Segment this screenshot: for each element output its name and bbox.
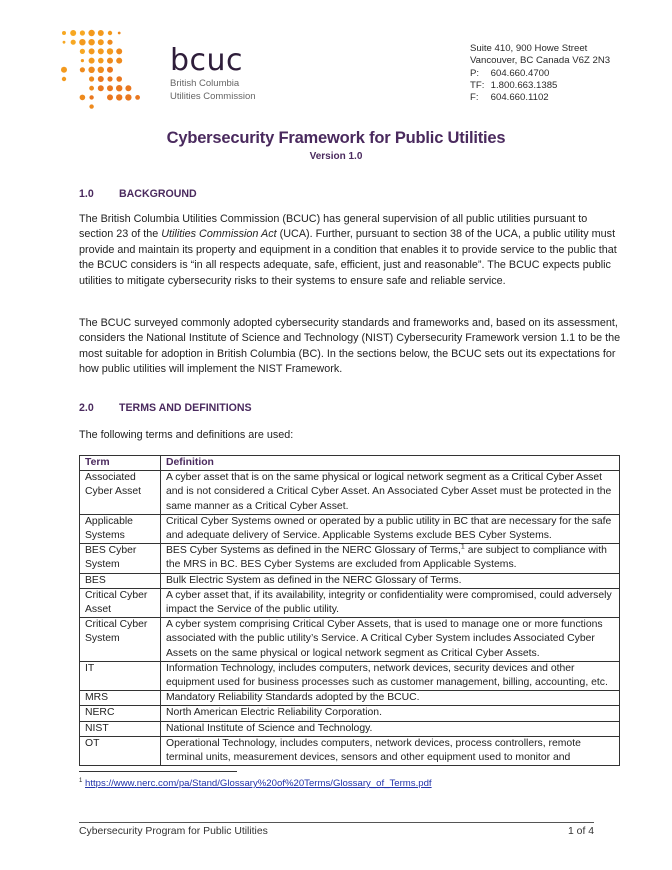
logo-dot xyxy=(107,58,113,64)
definition-cell: A cyber system comprising Critical Cyber Assets, that is used to manage one or more functions associated with the public utility’s Service. A Critical Cyber System includes Associated Cyber Assets on the same physical or logical network segment as Critical Cyber Assets. xyxy=(161,618,620,662)
logo-dot xyxy=(79,39,85,45)
tollfree-line xyxy=(470,80,610,92)
logo-dot xyxy=(88,39,94,45)
table-row xyxy=(80,514,620,543)
table-row xyxy=(80,736,620,765)
brand-name: bcuc xyxy=(170,43,244,78)
logo-dot xyxy=(107,85,113,91)
table-row xyxy=(80,706,620,721)
logo-dot xyxy=(61,67,67,73)
definition-cell: A cyber asset that is on the same physical or logical network segment as a Critical Cyber Asset and is not considered a Critical Cyber Asset. An Associated Cyber Asset must be protected in the same manner as a Critical Cyber Asset. xyxy=(161,471,620,515)
fax-label: F: xyxy=(470,92,479,104)
definition-cell xyxy=(161,544,620,573)
term-cell: Critical Cyber Asset xyxy=(80,588,161,617)
logo-dot xyxy=(89,104,93,108)
footnote-divider xyxy=(79,771,237,772)
section-number: 1.0 xyxy=(79,188,94,200)
logo-dot xyxy=(62,31,66,35)
address-line-2: Vancouver, BC Canada V6Z 2N3 xyxy=(470,55,611,67)
column-header-definition: Definition xyxy=(161,456,620,471)
terms-table xyxy=(79,455,620,766)
footnote xyxy=(79,778,432,789)
logo-dot xyxy=(81,59,84,62)
logo-dot xyxy=(80,95,86,101)
logo-dot xyxy=(107,48,113,54)
logo-dot xyxy=(107,76,112,81)
logo-dot xyxy=(80,49,85,54)
logo-dot xyxy=(98,76,104,82)
term-cell: BES Cyber System xyxy=(80,544,161,573)
term-cell: Critical Cyber System xyxy=(80,618,161,662)
brand-line-1: British Columbia xyxy=(170,78,240,89)
footer-document-name: Cybersecurity Program for Public Utilities xyxy=(79,826,268,837)
logo-dot xyxy=(88,67,94,73)
logo-dot xyxy=(88,30,94,36)
term-cell: NERC xyxy=(80,706,161,721)
logo-dot xyxy=(70,30,76,36)
term-cell: Applicable Systems xyxy=(80,514,161,543)
brand-block xyxy=(170,43,256,102)
logo-dot xyxy=(116,58,122,64)
footnote-number: 1 xyxy=(79,778,83,784)
section-heading-terms xyxy=(79,402,252,414)
contact-block xyxy=(470,43,610,104)
definition-cell: A cyber asset that, if its availability, integrity or confidentiality were compromised, could adversely impact the Service of the public utility. xyxy=(161,588,620,617)
column-header-term: Term xyxy=(80,456,161,471)
definition-cell: Operational Technology, includes computers, network devices, process controllers, remote terminal units, measurement devices, sensors and other equipment used to monitor and xyxy=(161,736,620,765)
table-row xyxy=(80,661,620,690)
term-cell: BES xyxy=(80,573,161,588)
background-paragraph-1 xyxy=(79,212,624,289)
tollfree-number: 1.800.663.1385 xyxy=(490,79,558,91)
page-number: 1 of 4 xyxy=(568,826,594,837)
term-cell: IT xyxy=(80,661,161,690)
footnote-link[interactable]: https://www.nerc.com/pa/Stand/Glossary%20of%20Terms/Glossary_of_Terms.pdf xyxy=(85,778,432,790)
logo-dot xyxy=(107,40,112,45)
logo-dot xyxy=(125,85,131,91)
logo-dot xyxy=(116,48,122,54)
logo-dot xyxy=(89,95,93,99)
logo-dot xyxy=(80,67,85,72)
table-row xyxy=(80,471,620,515)
logo-dot xyxy=(125,94,131,100)
definition-cell: Mandatory Reliability Standards adopted by the BCUC. xyxy=(161,691,620,706)
logo-dot xyxy=(116,94,122,100)
definition-text: are subject to compliance with the MRS in BC. BES Cyber Systems are excluded from Applicable Systems. xyxy=(166,545,607,571)
phone-label: P: xyxy=(470,67,480,79)
logo-dot xyxy=(98,48,104,54)
address-line-1: Suite 410, 900 Howe Street xyxy=(470,43,588,54)
logo-dot xyxy=(62,77,66,81)
phone-line xyxy=(470,68,610,80)
logo-dot xyxy=(118,32,121,35)
table-row xyxy=(80,691,620,706)
logo-dot xyxy=(98,85,104,91)
paragraph-text: The British Columbia Utilities Commission (BCUC) has general supervision of all public utilities pursuant to section 23 of the xyxy=(79,213,588,241)
logo-dot xyxy=(71,40,76,45)
fax-number: 604.660.1102 xyxy=(490,92,549,104)
term-cell: Associated Cyber Asset xyxy=(80,471,161,515)
paragraph-text: (UCA). Further, pursuant to section 38 of the UCA, a public utility must provide and maintain its property and equipment in a condition that enables it to provide service to the public that the BCUC considers is “in all respects adequate, safe, efficient, just and reasonable”. The BCUC expects public utilities to mitigate cybersecurity risks to their systems to ensure safe and reliable service. xyxy=(79,228,617,287)
footnote-reference[interactable]: 1 xyxy=(460,543,465,551)
section-title: BACKGROUND xyxy=(119,188,197,200)
fax-line xyxy=(470,92,610,104)
logo-dot xyxy=(116,85,122,91)
logo-dot xyxy=(98,39,104,45)
bcuc-logo-dots-icon xyxy=(58,28,158,113)
background-paragraph-2: The BCUC surveyed commonly adopted cybersecurity standards and frameworks and, based on its assessment, considers the National Institute of Science and Technology (NIST) Cybersecurity Framework version 1.1 to be the most suitable for adoption in British Columbia (BC). In the sections below, the BCUC sets out its expectations for how public utilities will implement the NIST Framework. xyxy=(79,317,621,376)
act-name: Utilities Commission Act xyxy=(161,228,277,241)
term-cell: NIST xyxy=(80,721,161,736)
logo-dot xyxy=(89,58,95,64)
logo-dot xyxy=(98,67,104,73)
logo-dot xyxy=(98,58,104,64)
term-cell: OT xyxy=(80,736,161,765)
section-heading-background xyxy=(79,188,197,200)
section-number: 2.0 xyxy=(79,402,94,414)
section-title: TERMS AND DEFINITIONS xyxy=(119,402,252,414)
brand-line-2: Utilities Commission xyxy=(170,91,256,102)
definition-cell: Critical Cyber Systems owned or operated by a public utility in BC that are necessary for the safe and adequate delivery of Service. Applicable Systems exclude BES Cyber Systems. xyxy=(161,514,620,543)
logo-dot xyxy=(89,76,94,81)
table-row xyxy=(80,721,620,736)
logo-dot xyxy=(108,31,112,35)
logo-dot xyxy=(89,86,94,91)
logo-dot xyxy=(98,30,104,36)
phone-number: 604.660.4700 xyxy=(490,67,550,79)
terms-intro: The following terms and definitions are used: xyxy=(79,429,294,441)
logo-dot xyxy=(107,67,113,73)
logo-dot xyxy=(89,48,95,54)
logo-dot xyxy=(107,94,113,100)
table-row xyxy=(80,544,620,573)
definition-cell: National Institute of Science and Technology. xyxy=(161,721,620,736)
table-row xyxy=(80,573,620,588)
logo-dot xyxy=(116,76,122,82)
definition-cell: North American Electric Reliability Corporation. xyxy=(161,706,620,721)
document-version: Version 1.0 xyxy=(309,151,363,162)
table-row xyxy=(80,618,620,662)
definition-cell: Bulk Electric System as defined in the NERC Glossary of Terms. xyxy=(161,573,620,588)
logo-dot xyxy=(63,41,66,44)
definition-cell: Information Technology, includes computers, network devices, security devices and other equipment used for business processes such as customer management, billing, accounting, etc. xyxy=(161,661,620,690)
table-row xyxy=(80,588,620,617)
document-title: Cybersecurity Framework for Public Utilities xyxy=(166,129,506,147)
definition-text: BES Cyber Systems as defined in the NERC Glossary of Terms, xyxy=(166,545,461,557)
table-header-row xyxy=(80,456,620,471)
logo-dot xyxy=(80,30,85,35)
tollfree-label: TF: xyxy=(470,79,485,91)
term-cell: MRS xyxy=(80,691,161,706)
footer-divider xyxy=(79,822,594,823)
logo-dot xyxy=(135,95,140,100)
